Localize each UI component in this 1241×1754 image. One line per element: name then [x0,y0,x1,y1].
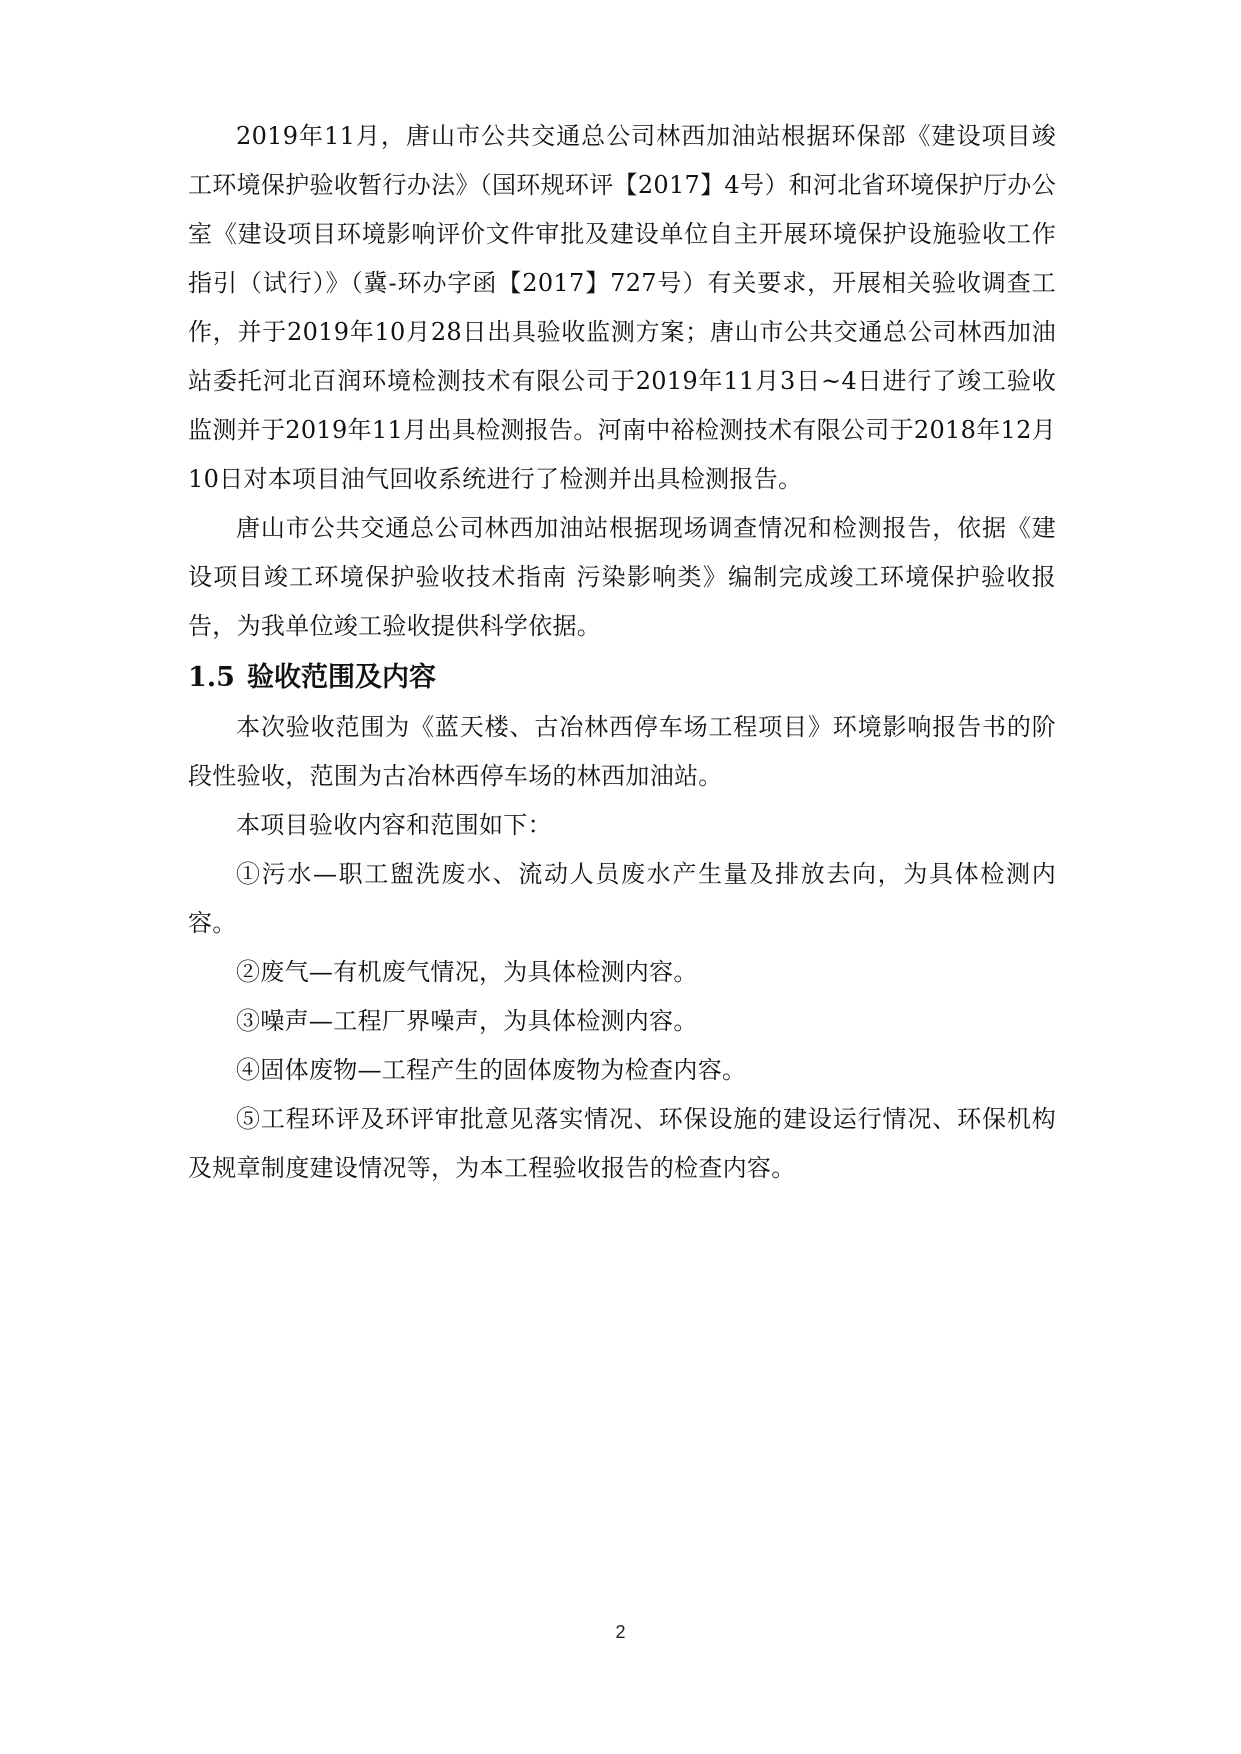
section-heading [188,653,1056,703]
scope-item-exhaust-gas: ②废气—有机废气情况，为具体检测内容。 [236,958,698,986]
scope-item-eia-compliance: ⑤工程环评及环评审批意见落实情况、环保设施的建设运行情况、环保机构及规章制度建设情况等，为本工程验收报告的检查内容。 [188,1105,1056,1182]
intro-paragraph-2: 唐山市公共交通总公司林西加油站根据现场调查情况和检测报告，依据《建设项目竣工环境保护验收技术指南 污染影响类》编制完成竣工环境保护验收报告，为我单位竣工验收提供科学依据。 [188,514,1056,640]
scope-paragraph-1: 本次验收范围为《蓝天楼、古冶林西停车场工程项目》环境影响报告书的阶段性验收，范围为古冶林西停车场的林西加油站。 [188,713,1056,790]
scope-item-solid-waste: ④固体废物—工程产生的固体废物为检查内容。 [236,1056,747,1084]
section-number: 1.5 [188,662,235,693]
scope-item-noise: ③噪声—工程厂界噪声，为具体检测内容。 [236,1007,698,1035]
scope-item-wastewater: ①污水—职工盥洗废水、流动人员废水产生量及排放去向，为具体检测内容。 [188,860,1056,937]
page-content [188,112,1056,1193]
scope-paragraph-2: 本项目验收内容和范围如下： [236,811,552,839]
section-title: 验收范围及内容 [246,662,436,693]
intro-paragraph-1: 2019年11月，唐山市公共交通总公司林西加油站根据环保部《建设项目竣工环境保护验收暂行办法》（国环规环评【2017】4号）和河北省环境保护厅办公室《建设项目环境影响评价文件审批及建设单位自主开展环境保护设施验收工作指引（试行）》（冀-环办字函【2017】727号）有关要求，开展相关验收调查工作，并于2019年10月28日出具验收监测方案；唐山市公共交通总公司林西加油站委托河北百润环境检测技术有限公司于2019年11月3日~4日进行了竣工验收监测并于2019年11月出具检测报告。河南中裕检测技术有限公司于2018年12月10日对本项目油气回收系统进行了检测并出具检测报告。 [188,122,1056,493]
page-number: 2 [615,1622,626,1642]
